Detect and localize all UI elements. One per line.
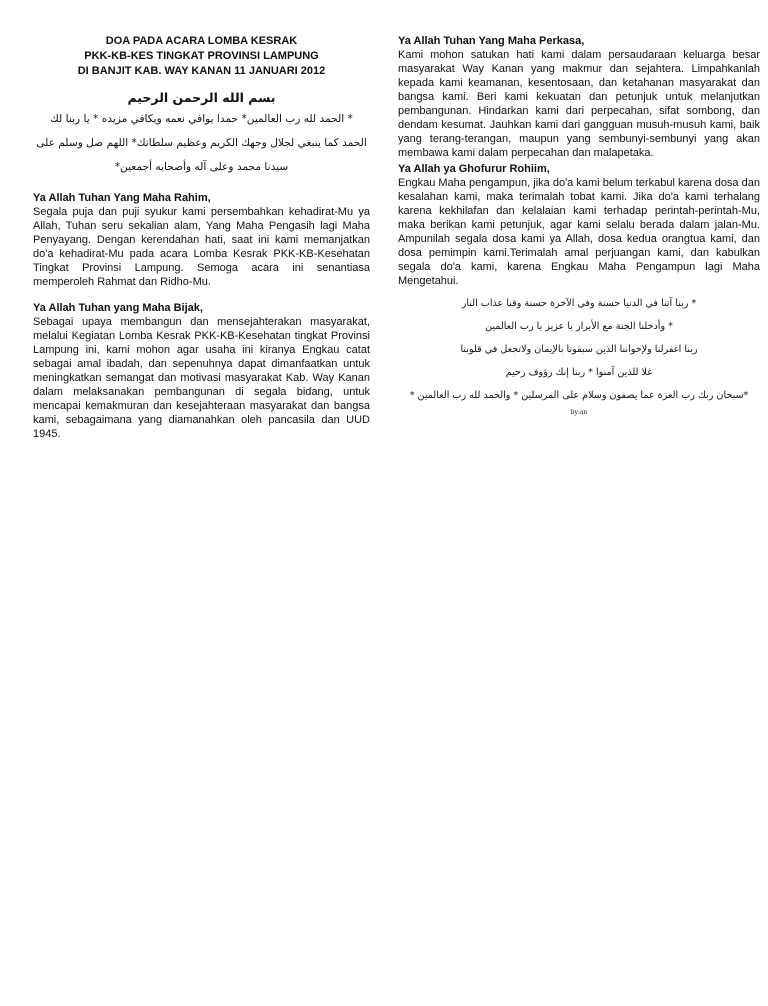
section-maha-bijak	[33, 301, 370, 441]
opening-prayer	[33, 107, 370, 179]
closing-prayer	[398, 292, 760, 407]
section-body: Sebagai upaya membangun dan mensejahterakan masyarakat, melalui Kegiatan Lomba Kesrak PKK-KB-Kesehatan tingkat Provinsi Lampung ini, kami mohon agar usaha ini kiranya Engkau catat sebagai amal ibadah, dan sepenuhnya dapat dimanfaatkan untuk meningkatkan semangat dan motivasi masyarakat Kab. Way Kanan dalam melaksanakan pembangunan di segala bidang, untuk mencapai kemakmuran dan kesejahteraan masyarakat dan bangsa kami, sebagaimana yang diamanahkan oleh pancasila dan UUD 1945.	[33, 316, 370, 440]
section-heading: Ya Allah Tuhan yang Maha Bijak,	[33, 302, 203, 314]
document-title	[33, 34, 370, 79]
section-heading: Ya Allah Tuhan Yang Maha Perkasa,	[398, 35, 585, 47]
title-line-1: DOA PADA ACARA LOMBA KESRAK	[105, 35, 298, 47]
section-body: Segala puja dan puji syukur kami persembahkan kehadirat-Mu ya Allah, Tuhan seru sekalian alam, Yang Maha Pengasih lagi Maha Penyayang. Dengan kerendahan hati, saat ini kami memanjatkan do'a kehadirat-Mu pada acara Lomba Kesrak PKK-KB-Kesehatan Tingkat Provinsi Lampung. Semoga acara ini senantiasa memperoleh Rahmat dan Ridho-Mu.	[33, 206, 370, 288]
closing-line-3: ربنا اغفرلنا ولإخواننا الذين سبقونا بالإيمان ولاتجعل في قلوبنا	[460, 344, 698, 355]
closing-line-1: * ربنا آتنا في الدنيا حسنة وفي الآخرة حسنة وقنا عذاب النار	[461, 298, 697, 309]
section-ghofurur-rohiim	[398, 162, 760, 288]
bismillah: بسم الله الرحمن الرحيم	[127, 90, 276, 105]
section-heading: Ya Allah Tuhan Yang Maha Rahim,	[33, 192, 211, 204]
opening-line-3: سيدنا محمد وعلى آله وأصحابه أجمعين*	[114, 161, 289, 173]
closing-line-5: *سبحان ربك رب العزة عما يصفون وسلام على المرسلين * والحمد لله رب العالمين *	[409, 390, 749, 401]
section-heading: Ya Allah ya Ghofurur Rohiim,	[398, 163, 550, 175]
section-maha-perkasa	[398, 34, 760, 160]
opening-line-1: * الحمد لله رب العالمين* حمدا يوافي نعمه ويكافي مزيده * يا ربنا لك	[50, 113, 353, 125]
right-column	[398, 34, 760, 416]
byline: by:an	[570, 409, 588, 416]
title-line-2: PKK-KB-KES TINGKAT PROVINSI LAMPUNG	[84, 50, 319, 62]
section-maha-rahim	[33, 191, 370, 289]
title-line-3: DI BANJIT KAB. WAY KANAN 11 JANUARI 2012	[77, 65, 326, 77]
section-body: Engkau Maha pengampun, jika do'a kami belum terkabul karena dosa dan kesalahan kami, maka terimalah tobat kami. Jika do'a kami terhalang karena kekhilafan dan kelalaian kami terhadap perintah-perintah-Mu, maka berikan kami petunjuk, agar kami selalu berada dalam jalan-Mu. Ampunilah segala dosa kami ya Allah, dosa kedua orangtua kami, dan dosa pemimpin kami.Terimalah amal perjuangan kami, dan kabulkan segala do'a kami, karena Engkau Maha Pengampun lagi Maha Mengetahui.	[398, 177, 760, 287]
left-column	[33, 34, 370, 441]
opening-line-2: الحمد كما ينبغي لجلال وجهك الكريم وعظيم سلطانك* اللهم صل وسلم على	[36, 137, 367, 149]
closing-line-2: * وأدخلنا الجنة مع الأبرار يا عزيز يا رب العالمين	[485, 321, 673, 332]
section-body: Kami mohon satukan hati kami dalam persaudaraan keluarga besar masyarakat Way Kanan yang makmur dan sejahtera. Limpahkanlah kepada kami keamanan, kesentosaan, dan ketahanan masyarakat dan bangsa kami. Beri kami kekuatan dan petunjuk untuk melanjutkan pembangunan. Hindarkan kami dari perpecahan, sifat sombong, dan dendam kesumat. Jauhkan kami dari gangguan musuh-musuh kami, baik yang terang-terangan, maupun yang sembunyi-sembunyi yang akan membawa kami dalam perpecahan dan malapetaka.	[398, 49, 760, 159]
closing-line-4: غلا للذين آمنوا * ربنا إنك رؤوف رحيم	[505, 367, 653, 378]
